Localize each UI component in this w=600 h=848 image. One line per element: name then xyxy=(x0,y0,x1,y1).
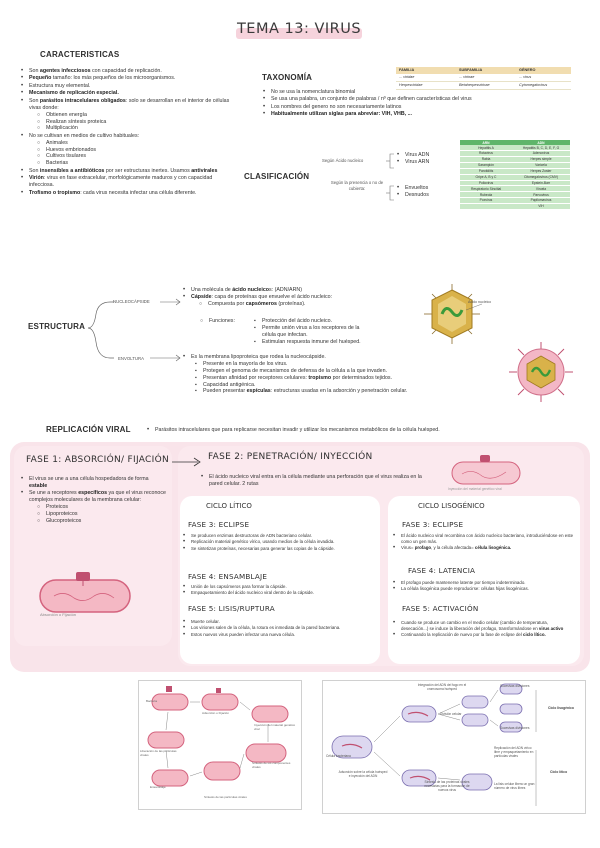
lysogenic-drawing xyxy=(322,680,586,814)
lyso-label-4: Ciclo lisogénico xyxy=(548,706,574,710)
list-item: • Son insensibles a antibióticos por ser estructuras inertes. Usamos antivirales xyxy=(20,168,238,175)
fase2-list xyxy=(200,474,430,488)
lyso-label-5: Célula bacteriana xyxy=(326,754,351,758)
list-item: • Envueltos xyxy=(396,185,429,192)
funciones-label xyxy=(200,318,235,325)
lytic-label-5: Síntesis de los componentes virales xyxy=(252,761,291,769)
lytic-label-1: Adsorción o Fijación xyxy=(202,711,230,715)
table-cell: Adenovirus xyxy=(512,151,570,157)
list-item: ○ Obtienen energía xyxy=(37,112,238,119)
acido-nucleico-label: Ácido nucleico xyxy=(468,300,492,304)
lisogenico-fase4-title: FASE 4: LATENCIA xyxy=(408,566,476,575)
list-item: • No se cultivan en medios de cultivo habituales: ○ Animales ○ Huevos embrionados ○ Cultivos tisulares ○ Bacterias xyxy=(20,133,238,167)
list-item: • Cápside: capa de proteínas que envuelve el ácido nucleico: ○ Compuesta por capsómeros (proteínas). xyxy=(182,294,422,308)
list-item: ○ Animales xyxy=(37,140,238,147)
ciclo-lisogenico-title: CICLO LISOGÉNICO xyxy=(418,502,485,510)
list-item: ○ Proteicos xyxy=(37,504,168,511)
table-cell: Cytomegalovirus xyxy=(516,81,571,89)
list-item: • Unión de los capsómeros para formar la cápside. xyxy=(182,584,374,590)
fase1-list xyxy=(20,476,168,525)
lytic-label-6: Síntesis de las partículas virales xyxy=(204,795,247,799)
table-cell: Betaherpesvirinae xyxy=(456,81,516,89)
taxonomia-heading: TAXONOMÍA xyxy=(262,73,313,82)
table-cell xyxy=(460,204,512,210)
list-item: ▪ Protegen el genoma de mecanismos de defensa de la célula a la que invaden. xyxy=(195,368,502,375)
lisogenico-fase4-list xyxy=(392,580,576,593)
list-item: • Continuando la replicación de nuevo por la fase de eclipse del ciclo lítico. xyxy=(392,632,576,638)
caracteristicas-list xyxy=(20,68,238,197)
list-item: • Se usa una palabra, un conjunto de palabras / nº que definen características del virus xyxy=(262,96,582,103)
list-item: • No se usa la nomenclatura binomial xyxy=(262,89,582,96)
estructura-heading: ESTRUCTURA xyxy=(28,322,86,331)
funciones-list xyxy=(250,318,370,346)
list-item: • Muerte celular. xyxy=(182,619,374,625)
replicacion-desc-wrap xyxy=(146,427,586,434)
table-cell: Respiratorio Sincitial xyxy=(460,186,512,192)
ciclo-litico-title: CICLO LÍTICO xyxy=(206,502,252,510)
cubierta-options xyxy=(396,185,429,200)
lyso-label-10: Ciclo lítico xyxy=(550,770,568,774)
table-cell: ... virinae xyxy=(456,74,516,81)
table-header: SUBFAMILIA xyxy=(456,67,516,74)
table-cell: Citomegalovirus (CMV) xyxy=(512,174,570,180)
table-header: ARN xyxy=(460,140,512,145)
table-cell: Epstein-Barr xyxy=(512,180,570,186)
litico-fase4-list xyxy=(182,584,374,597)
list-item: • Cuando se produce un cambio en el medio celular (cambio de temperatura, desecación...) se induce la liberación del profago, transformándose en virus activo xyxy=(392,620,576,631)
fase1-title: FASE 1: ABSORCIÓN/ FIJACIÓN xyxy=(26,455,169,465)
list-item: ○ Cultivos tisulares xyxy=(37,153,238,160)
caracteristicas-heading: CARACTERISTICAS xyxy=(40,50,120,59)
fase2-title: FASE 2: PENETRACIÓN/ INYECCIÓN xyxy=(208,452,373,462)
nucleocapside-image xyxy=(422,280,502,350)
table-cell: Papilomavirus xyxy=(512,198,570,204)
litico-fase5-title: FASE 5: LISIS/RUPTURA xyxy=(188,604,275,613)
table-cell: Poliovirus xyxy=(460,180,512,186)
list-item: • Se producen enzimas destructoras de ADN bacteriano celular. xyxy=(182,533,374,539)
list-item: • Una molécula de ácido nucleicos: (ADN/ARN) xyxy=(182,287,422,294)
lisogenico-fase3-list xyxy=(392,533,576,551)
clasificacion-heading: CLASIFICACIÓN xyxy=(244,172,310,181)
lyso-label-2: División celular xyxy=(440,712,462,716)
fase2-image xyxy=(448,454,524,488)
lytic-cycle-drawing xyxy=(138,680,302,810)
list-item: • Son agentes infecciosos con capacidad de replicación. xyxy=(20,68,238,75)
envoltura-label: ENVOLTURA xyxy=(118,356,144,361)
table-cell: Gripe A, B y C xyxy=(460,174,512,180)
list-item: • Estructura muy elemental. xyxy=(20,83,238,90)
table-cell: ... virus xyxy=(516,74,571,81)
list-item: ▪ Presente en la mayoría de los virus. xyxy=(195,361,502,368)
litico-fase3-title: FASE 3: ECLIPSE xyxy=(188,520,250,529)
page-title: TEMA 13: VIRUS xyxy=(236,21,362,37)
segun-cubierta: Según la presencia o no de cubierta: xyxy=(330,180,384,191)
list-item: • Son parásitos intracelulares obligados: solo se desarrollan en el interior de células vivas donde: ○ Obtienen energía ○ Realizan síntesis proteica ○ Multiplicación xyxy=(20,98,238,132)
table-cell: Rabia xyxy=(460,157,512,163)
envoltura-image xyxy=(506,340,576,404)
table-cell: Herpesviridae xyxy=(396,81,456,89)
taxonomia-table xyxy=(396,67,571,90)
lisogenico-fase5-list xyxy=(392,620,576,638)
table-cell: Rotavirus xyxy=(460,151,512,157)
fase2-caption: Inyección del material genético viral xyxy=(448,487,502,491)
list-item: ○ Realizan síntesis proteica xyxy=(37,119,238,126)
envoltura-list xyxy=(182,354,502,396)
list-item: • Replicación material genético vírico, usando medios de la célula invadida. xyxy=(182,539,374,545)
list-item: • Es la membrana lipoproteica que rodea la nucleocápside. ▪ Presente en la mayoría de los virus. ▪ Protegen el genoma de mecanismos de defensa de la célula a la que invaden. ▪ Presentan afinidad por receptores celulares: tropismo por determinados tejidos. ▪ Capacidad antigénica. ▪ Pueden presentar espículas: estructuras usadas en la adsorción y penetración celular. xyxy=(182,354,502,395)
list-item: ▪ Permite unión virus a los receptores de la célula que infectan. xyxy=(254,325,370,339)
table-cell: Hepatitis B, C, D, E, F, G xyxy=(512,145,570,150)
table-cell: Parotiditis xyxy=(460,168,512,174)
list-item: • El ácido nucleico viral entra en la célula mediante una perforación que el virus realiza en la pared celular. 2 rutas xyxy=(200,474,430,488)
list-item: • Virión: virus en fase extracelular, morfológicamente maduros y con capacidad infecciosa. xyxy=(20,175,238,189)
table-cell: Rubeola xyxy=(460,192,512,198)
lytic-label-2: Inyección del material genético viral xyxy=(254,723,296,731)
list-item: • Pequeño tamaño: los más pequeños de los microorganismos. xyxy=(20,75,238,82)
list-item: • El profago puede mantenerse latente por tiempo indeterminado. xyxy=(392,580,576,586)
litico-fase5-list xyxy=(182,619,374,638)
list-item: ○ Multiplicación xyxy=(37,125,238,132)
lyso-label-8: Replicación del ADN vírico libre y empaquetamiento en partículas virales xyxy=(494,746,534,759)
list-item: • Desnudos xyxy=(396,192,429,199)
list-item: ▪ Capacidad antigénica. xyxy=(195,382,502,389)
list-item: • Los nombres del genero no son necesariamente latinos xyxy=(262,104,582,111)
table-cell: ... viridae xyxy=(396,74,456,81)
list-item: ▪ Estimulan respuesta inmune del huésped. xyxy=(254,339,370,346)
table-cell: Viruela xyxy=(512,186,570,192)
list-item: ○ Glucoproteicos xyxy=(37,518,168,525)
list-item: • El ácido nucleico viral recombina con ácido nucleico bacteriano, introduciéndose en este como un gen más. xyxy=(392,533,576,544)
table-header: ADN xyxy=(512,140,570,145)
lytic-label-3: Liberación de las partículas virales xyxy=(140,749,177,757)
table-cell: Sarampión xyxy=(460,162,512,168)
list-item: ○ Compuesta por capsómeros (proteínas). xyxy=(199,301,422,308)
lyso-label-1: Sucesivas divisiones xyxy=(500,684,530,688)
lyso-label-9: La lisis celular libera un gran número de virus libres xyxy=(494,782,535,791)
list-item: ▪ Presentan afinidad por receptores celulares: tropismo por determinados tejidos. xyxy=(195,375,502,382)
table-cell: Poxvirus xyxy=(460,198,512,204)
list-item: • La célula lisogénica puede reproducirse: células hijas lisogénicas. xyxy=(392,586,576,592)
list-item: • Mecanismo de replicación especial. xyxy=(20,90,238,97)
fase2-arrow xyxy=(168,454,208,468)
list-item: • Estos nuevos virus pueden infectar una nueva célula. xyxy=(182,632,374,638)
lisogenico-fase5-title: FASE 5: ACTIVACIÓN xyxy=(402,604,479,613)
taxonomia-list xyxy=(262,89,582,119)
lytic-label-4: Ensamblaje xyxy=(150,785,166,789)
list-item: • Virus ARN xyxy=(396,159,429,166)
list-item: • Habitualmente utilizan siglas para abreviar: VIH, VHB, ... xyxy=(262,111,582,118)
list-item: • Se une a receptores específicos ya que el virus reconoce complejos moleculares de la membrana celular: ○ Proteicos ○ Lipoproteicos ○ Glucoproteicos xyxy=(20,490,168,524)
list-item: • Virus= profago, y la célula afectada= célula lisogénica. xyxy=(392,545,576,551)
table-header: FAMILIA xyxy=(396,67,456,74)
table-row xyxy=(460,204,570,210)
lytic-label-0: Bacteria xyxy=(146,699,158,703)
table-cell: Hepatitis A xyxy=(460,145,512,150)
nucleocapside-list xyxy=(182,287,422,309)
list-item: • Se sintetizan proteínas, necesarias para generar las copias de la cápside. xyxy=(182,546,374,552)
list-item: • Virus ADN xyxy=(396,152,429,159)
list-item: • Los viriones salen de la célula, la rotura es inmediata de la pared bacteriana. xyxy=(182,625,374,631)
lisogenico-fase3-title: FASE 3: ECLIPSE xyxy=(402,520,464,529)
segun-acido: Según Ácido nucleico xyxy=(322,158,364,163)
list-item: ○ Huevos embrionados xyxy=(37,147,238,154)
replicacion-heading: REPLICACIÓN VIRAL xyxy=(46,425,131,434)
nucleocapside-label: NUCLEOCÁPSIDE xyxy=(113,299,150,304)
litico-fase4-title: FASE 4: ENSAMBLAJE xyxy=(188,572,268,581)
acido-options xyxy=(396,152,429,167)
table-cell: Herpes Zoster xyxy=(512,168,570,174)
list-item: ○ Funciones: xyxy=(200,318,235,325)
table-cell: Herpes simple xyxy=(512,157,570,163)
virus-type-table xyxy=(460,140,570,210)
litico-fase3-list xyxy=(182,533,374,552)
lyso-label-7: Síntesis de las proteínas virales necesarias para la formación de nuevos virus xyxy=(424,780,470,793)
lyso-label-6: Adsorción sobre la célula huésped e inyección del ADN xyxy=(338,770,388,779)
table-cell: Varicela xyxy=(512,162,570,168)
list-item: • Trofismo o tropismo: cada virus necesita infectar una célula diferente. xyxy=(20,190,238,197)
table-cell: VIH xyxy=(512,204,570,210)
lyso-label-3: Sucesivas divisiones xyxy=(500,726,530,730)
list-item: ▪ Pueden presentar espículas: estructuras usadas en la adsorción y penetración celular. xyxy=(195,388,502,395)
list-item: • Parásitos intracelulares que para replicarse necesitan invadir y utilizar los mecanismos metabólicos de la célula huésped. xyxy=(146,427,586,434)
list-item: • Empaquetamiento del ácido nucleico viral dentro de la cápside. xyxy=(182,590,374,596)
table-header: GÉNERO xyxy=(516,67,571,74)
list-item: ○ Bacterias xyxy=(37,160,238,167)
lyso-label-0: Integración del ADN del fago en el cromosoma huésped xyxy=(417,683,467,692)
list-item: • El virus se une a una célula hospedadora de forma estable xyxy=(20,476,168,490)
list-item: ○ Lipoproteicos xyxy=(37,511,168,518)
table-cell: Parvovirus xyxy=(512,192,570,198)
title-block xyxy=(236,20,362,42)
list-item: ▪ Protección del ácido nucleico. xyxy=(254,318,370,325)
fase1-caption: Absorción o Fijación xyxy=(40,612,77,617)
